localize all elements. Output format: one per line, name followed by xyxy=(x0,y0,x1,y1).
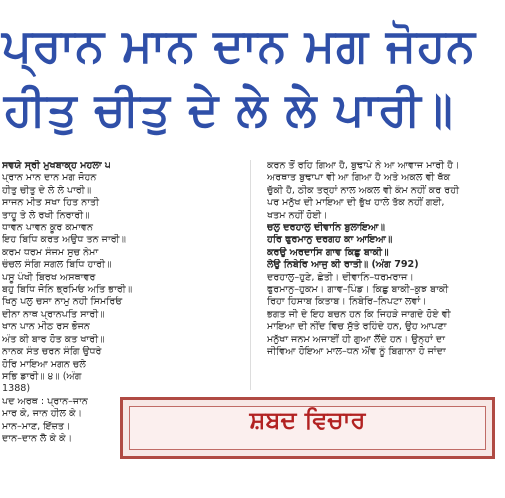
left-line: ਕਰਮ ਧਰਮ ਸੰਜਮ ਸੁਚ ਨੇਮਾ xyxy=(2,246,99,258)
right-line: ਕਰਉ ਅਰਦਾਸਿ ਗਾਵ ਕਿਛੁ ਬਾਕੀ॥ xyxy=(267,246,389,258)
left-line: ਦੀਨਾ ਨਾਥ ਪ੍ਰਾਨਪਤਿ ਸਾਰੀ॥ xyxy=(2,308,105,320)
left-line: ਸਭਿ ਡਾਰੀ॥ ੪॥ (ਅੰਗ xyxy=(2,370,82,382)
left-line: ਪਸੂ ਪੰਖੀ ਬਿਰਖ ਅਸਥਾਵਰ xyxy=(2,271,96,283)
left-line: ਦਾਨ–ਦਾਨ ਲੈ ਕੇ ਕੇ। xyxy=(2,432,73,444)
left-line: ਸਾਜਨ ਮੀਤ ਸਖਾ ਹਿਤ ਨਾਤੀ xyxy=(2,197,100,209)
right-line: ਲੇਉ ਨਿਬੇਰਿ ਆਜੁ ਕੀ ਰਾਤੀ॥ (ਅੰਗ 792) xyxy=(267,259,419,271)
right-line: ਚਲੁ ਦਰਹਾਲੁ ਦੀਵਾਨਿ ਬੁਲਾਇਆ॥ xyxy=(267,222,385,234)
left-line: ਬਹੁ ਬਿਧਿ ਜੋਨਿ ਭ੍ਰਮਿਓ ਅਤਿ ਭਾਰੀ॥ xyxy=(2,284,133,296)
right-line: ਹਰਿ ਫੁਰਮਾਨੁ ਦਰਗਹ ਕਾ ਆਇਆ॥ xyxy=(267,234,393,246)
left-line: ਖਿਨੁ ਪਲੁ ਚਸਾ ਨਾਮੁ ਨਹੀ ਸਿਮਰਿਓ xyxy=(2,296,123,308)
left-line: ਤਾਹੂ ਤੇ ਲੇ ਰਖੀ ਨਿਰਾਰੀ॥ xyxy=(2,209,90,221)
right-line: ਪਰ ਮਨੁੱਖ ਦੀ ਮਾਇਆ ਦੀ ਭੁੱਖ ਹਾਲੇ ਤੱਕ ਨਹੀਂ ਗਈ, xyxy=(267,197,445,209)
left-line: ਅੰਤ ਕੀ ਬਾਰ ਹੋਤ ਕਤ ਖਾਰੀ॥ xyxy=(2,333,105,345)
right-line: ਮਨੁੱਖਾ ਜਨਮ ਅਜਾਈਂ ਹੀ ਗੁਆ ਲੈਂਦੇ ਹਨ। ਉਨ੍ਹਾਂ ਦਾ xyxy=(267,333,445,345)
right-line: ਜੀਵਿਆ ਹੋਇਆ ਮਾਲ–ਧਨ ਐਂਵ ਨੂੰ ਬਿਗਾਨਾ ਹੋ ਜਾਂਦਾ xyxy=(267,346,446,358)
headline-line-1: ਪ੍ਰਾਨ ਮਾਨ ਦਾਨ ਮਗ ਜੋਹਨ xyxy=(2,18,477,72)
shabad-vichar-title: ਸ਼ਬਦ ਵਿਚਾਰ xyxy=(249,406,366,434)
right-line: ਰਿਹਾ ਹਿਸਾਬ ਕਿਤਾਬ। ਨਿਬੇਰਿ–ਨਿਪਟਾ ਲਵਾਂ। xyxy=(267,296,427,308)
left-line: ਚੰਚਲ ਸੰਗਿ ਸਗਲ ਬਿਧਿ ਹਾਰੀ॥ xyxy=(2,259,112,271)
right-line: ਫੁਰਮਾਨੁ–ਹੁਕਮ। ਗਾਵ–ਪਿੰਡ। ਕਿਛੁ ਬਾਕੀ–ਕੁਝ ਬਾਕੀ xyxy=(267,284,449,296)
left-line: ਮਾਨ–ਮਾਣ, ਇੱਜ਼ਤ। xyxy=(2,420,71,432)
left-line: ਮਾਰ ਕੇ, ਜਾਨ ਹੀਲ ਕੇ। xyxy=(2,408,83,420)
headline xyxy=(0,0,505,150)
left-line: ਧਾਵਨ ਪਾਵਨ ਕੂਰ ਕਮਾਵਨ xyxy=(2,222,93,234)
shabad-vichar-box xyxy=(120,397,495,459)
left-line: ਨਾਨਕ ਸੰਤ ਚਰਨ ਸੰਗਿ ਉਧਰੇ xyxy=(2,346,102,358)
right-line: ਚੁੱਕੀ ਹੈ, ਠੀਕ ਤਰ੍ਹਾਂ ਨਾਲ ਅਕਲ ਵੀ ਕੰਮ ਨਹੀਂ ਕਰ ਰਹੀ xyxy=(267,184,460,196)
right-line: ਕਰਨ ਤੋਂ ਰਹਿ ਗਿਆ ਹੈ, ਬੁਢਾਪੇ ਨੇ ਆ ਆਵਾਜ ਮਾਰੀ ਹੈ। xyxy=(267,160,460,171)
left-line: ਸਵਯੇ ਸ੍ਰੀ ਮੁਖਬਾਕ੍ਹ ਮਹਲਾ ੫ xyxy=(2,160,111,171)
right-line: ਭਗਤ ਜੀ ਦੇ ਇਹ ਬਚਨ ਹਨ ਕਿ ਜਿਹੜੇ ਜਾਗਦੇ ਹੋਏ ਵੀ xyxy=(267,308,451,320)
right-line: ਖਤਮ ਨਹੀਂ ਹੋਈ। xyxy=(267,209,328,221)
left-line: ਹੀਤੁ ਚੀਤੁ ਦੇ ਲੇ ਲੇ ਪਾਰੀ॥ xyxy=(2,184,92,196)
right-line: ਦਰਹਾਲੁ–ਹੁਣੇ, ਛੇਤੀ। ਦੀਵਾਨਿ–ਧਰਮਰਾਜ। xyxy=(267,271,414,283)
left-line: ਪ੍ਰਾਨ ਮਾਨ ਦਾਨ ਮਗ ਜੋਹਨ xyxy=(2,172,97,184)
headline-line-2: ਹੀਤੁ ਚੀਤੁ ਦੇ ਲੇ ਲੇ ਪਾਰੀ॥ xyxy=(4,82,454,136)
right-column xyxy=(267,160,499,359)
left-line: ਹੋਰਿ ਮਾਇਆ ਮਗਨ ਚਲੇ xyxy=(2,358,86,370)
right-line: ਮਾਇਆ ਦੀ ਨੀਂਦ ਵਿਚ ਸੁੱਤੇ ਰਹਿੰਦੇ ਹਨ, ਉਹ ਆਪਣਾ xyxy=(267,321,447,333)
left-line: ਇਹ ਬਿਧਿ ਕਰਤ ਅਉਧ ਤਨ ਜਾਰੀ॥ xyxy=(2,234,126,246)
left-line: 1388) xyxy=(2,383,31,395)
right-line: ਅਰਥਾਤ ਬੁਢਾਪਾ ਵੀ ਆ ਗਿਆ ਹੈ ਅਤੇ ਅਕਲ ਵੀ ਥੱਕ xyxy=(267,172,451,184)
column-divider xyxy=(250,160,251,390)
left-line: ਪਦ ਅਰਥ : ਪ੍ਰਾਨ–ਜਾਨ xyxy=(2,395,88,407)
left-line: ਖਾਨ ਪਾਨ ਮੀਠ ਰਸ ਭੋਜਨ xyxy=(2,321,90,333)
